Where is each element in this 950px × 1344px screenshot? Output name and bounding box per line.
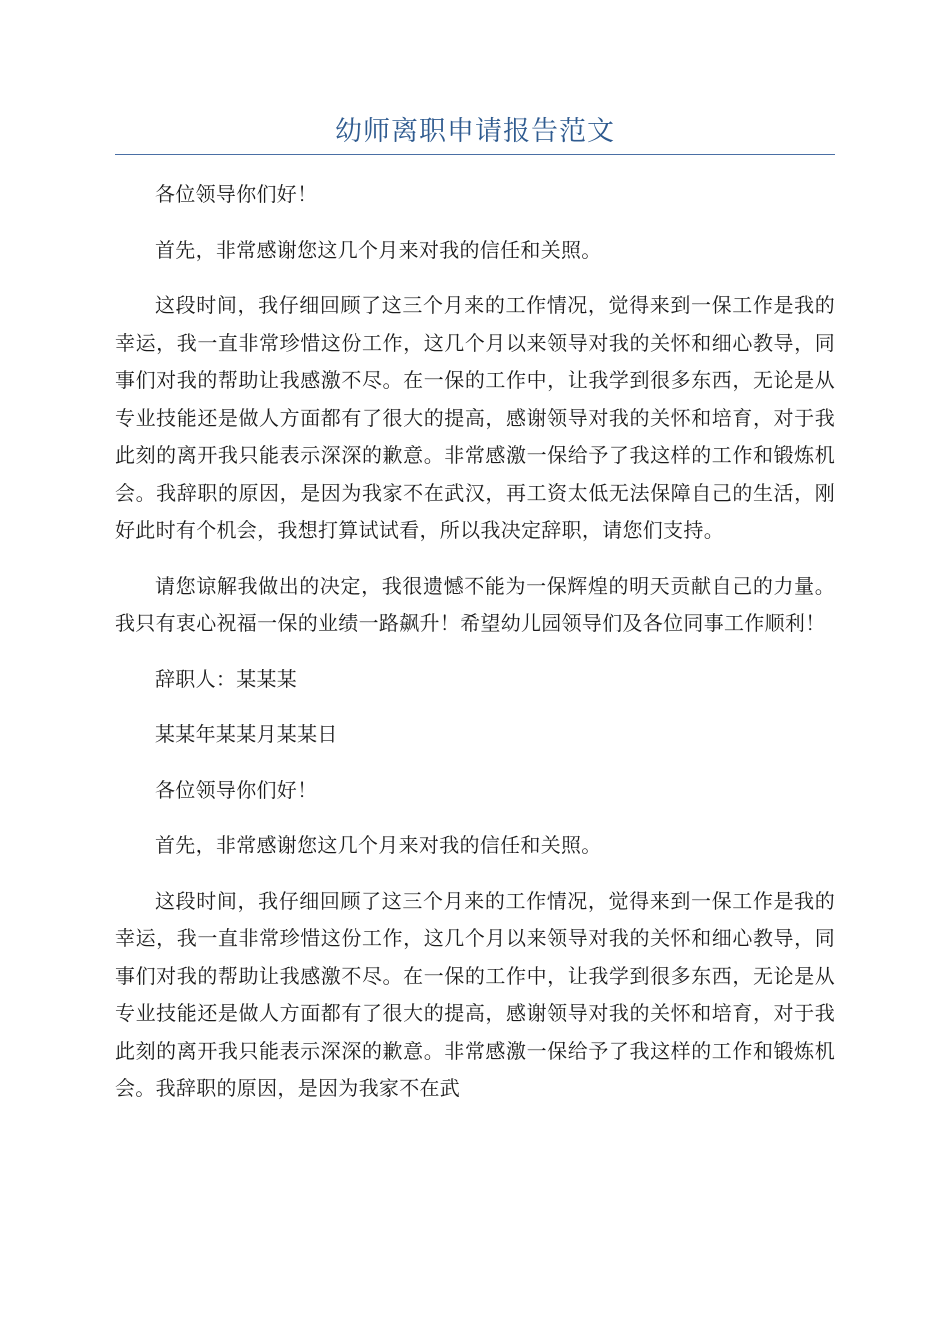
thanks-paragraph-repeat: 首先，非常感谢您这几个月来对我的信任和关照。: [155, 833, 602, 857]
signature-name: 辞职人：某某某: [155, 666, 298, 691]
signature-date: 某某年某某月某某日: [155, 722, 338, 746]
reason-paragraph: 这段时间，我仔细回顾了这三个月来的工作情况，觉得来到一保工作是我的幸运，我一直非常珍惜这份工作，这几个月以来领导对我的关怀和细心教导，同事们对我的帮助让我感激不尽。在一保的工作中，让我学到很多东西，无论是从专业技能还是做人方面都有了很大的提高，感谢领导对我的关怀和培育，对于我此刻的离开我只能表示深深的歉意。非常感激一保给予了我这样的工作和锻炼机会。我辞职的原因，是因为我家不在武汉，再工资太低无法保障自己的生活，刚好此时有个机会，我想打算试试看，所以我决定辞职，请您们支持。: [115, 293, 835, 542]
title-underline: [115, 154, 835, 155]
thanks-paragraph: 首先，非常感谢您这几个月来对我的信任和关照。: [155, 237, 602, 262]
greeting-repeat: 各位领导你们好！: [155, 777, 318, 802]
document-body: [115, 176, 835, 1126]
closing-paragraph: 请您谅解我做出的决定，我很遗憾不能为一保辉煌的明天贡献自己的力量。我只有衷心祝福一保的业绩一路飙升！希望幼儿园领导们及各位同事工作顺利！: [115, 573, 835, 635]
greeting: 各位领导你们好！: [155, 182, 318, 206]
reason-paragraph-repeat: 这段时间，我仔细回顾了这三个月来的工作情况，觉得来到一保工作是我的幸运，我一直非常珍惜这份工作，这几个月以来领导对我的关怀和细心教导，同事们对我的帮助让我感激不尽。在一保的工作中，让我学到很多东西，无论是从专业技能还是做人方面都有了很大的提高，感谢领导对我的关怀和培育，对于我此刻的离开我只能表示深深的歉意。非常感激一保给予了我这样的工作和锻炼机会。我辞职的原因，是因为我家不在武: [115, 888, 835, 1100]
document-title: 幼师离职申请报告范文: [335, 116, 615, 147]
